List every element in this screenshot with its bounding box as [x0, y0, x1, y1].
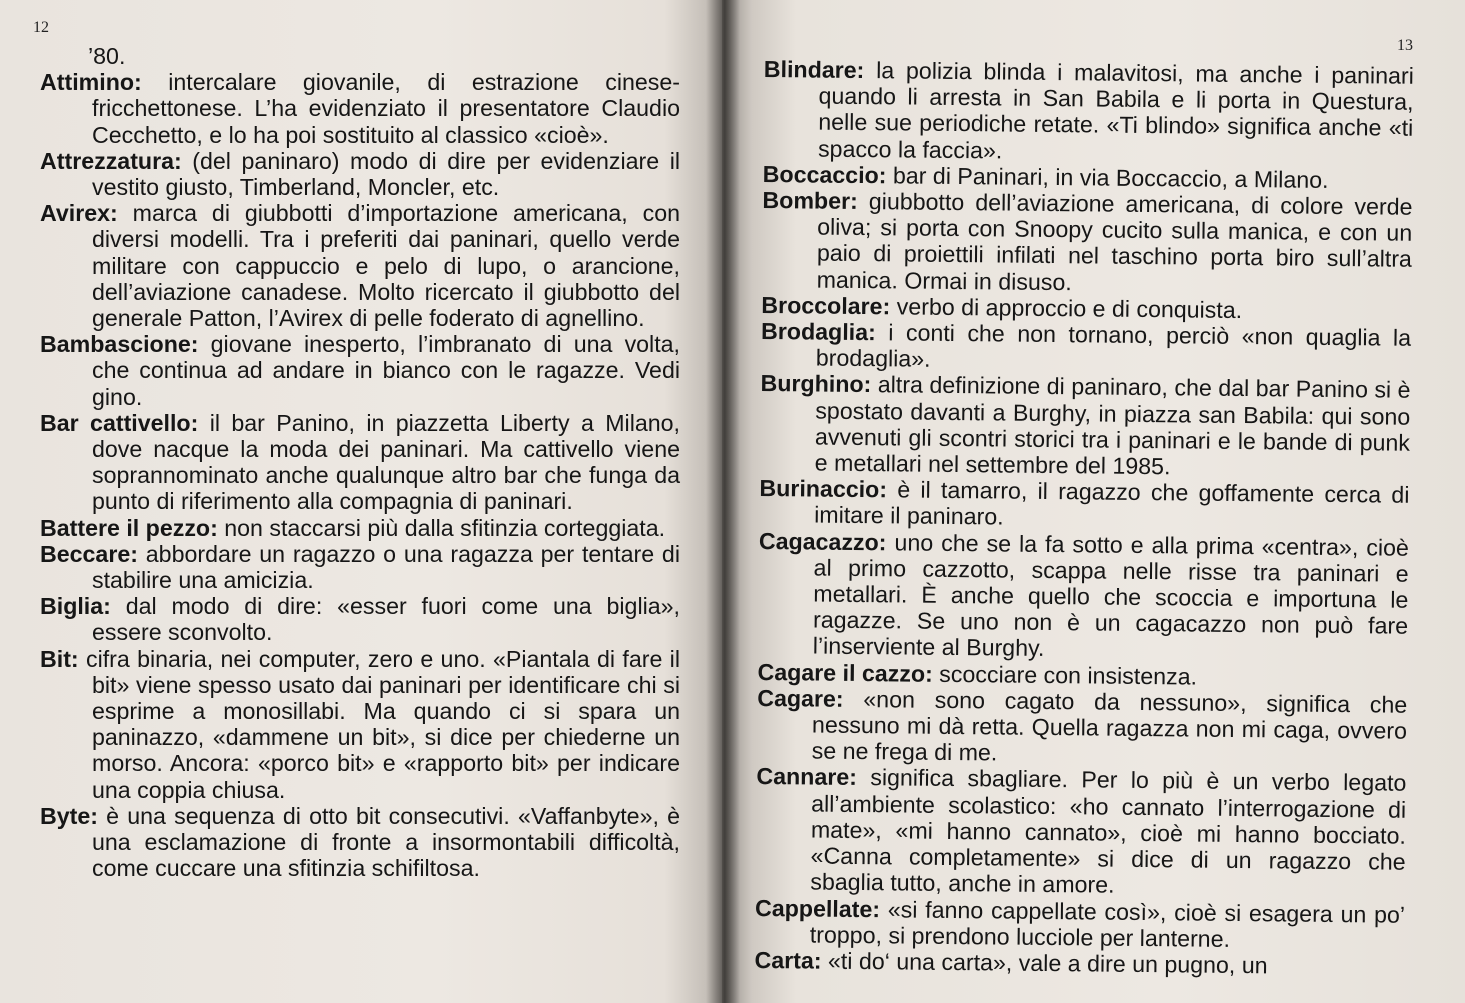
- entry-term: Attrezzatura:: [40, 147, 182, 174]
- continuation-text: ’80.: [88, 43, 126, 69]
- entry-definition: altra definizione di paninaro, che dal bar Panino si è spostato davanti a Burghy, in piazza san Babila: qui sono avvenuti gli scontri storici tra i paninari e le bande di punk e metallari nel settembre del 1985.: [814, 371, 1411, 480]
- entry-definition: i conti che non tornano, perciò «non quaglia la brodaglia».: [815, 319, 1412, 372]
- right-page: [722, 0, 1465, 1003]
- entry-term: Carta:: [754, 946, 822, 974]
- entry-term: Cappellate:: [754, 894, 881, 922]
- entry-definition: (del paninaro) modo di dire per evidenziare il vestito giusto, Timberland, Moncler, etc.: [92, 147, 680, 201]
- dictionary-entry: [759, 475, 1410, 534]
- entry-term: Brodaglia:: [760, 318, 876, 346]
- entry-term: Bit:: [40, 645, 79, 672]
- entry-term: Cagacazzo:: [758, 527, 887, 555]
- entry-term: Boccaccio:: [762, 160, 887, 189]
- entry-term: Broccolare:: [761, 291, 891, 320]
- dictionary-entry: [40, 148, 680, 200]
- entry-definition: dal modo di dire: «esser fuori come una biglia», essere sconvolto.: [92, 593, 680, 646]
- entry-definition: abbordare un ragazzo o una ragazza per tentare di stabilire una amicizia.: [92, 540, 680, 594]
- entry-term: Battere il pezzo:: [40, 514, 218, 541]
- dictionary-entry: [761, 318, 1412, 377]
- entry-definition: giubbotto dell’aviazione americana, di colore verde oliva; si porta con Snoopy cucito sulla manica, e con un paio di proiettili infilati nel taschino porta biro sull’altra manica. Ormai in disuso.: [816, 188, 1413, 295]
- dictionary-entry: [40, 593, 680, 645]
- entry-term: Burinaccio:: [759, 475, 888, 503]
- dictionary-entry: [40, 69, 680, 148]
- dictionary-entry: [760, 370, 1411, 482]
- entry-definition: cifra binaria, nei computer, zero e uno. «Piantala di fare il bit» viene spesso usato dai paninari per identificare chi si esprime a monosillabi. Ma quando ci si spara un paninazzo, «dammene un bit», si dice per chiederne un morso. Ancora: «porco bit» e «rapporto bit» per indicare una coppia chiusa.: [85, 645, 680, 803]
- dictionary-entry: [40, 331, 680, 410]
- entry-term: Cagare il cazzo:: [757, 658, 933, 687]
- page-number: 12: [33, 19, 49, 36]
- dictionary-entry: [757, 685, 1408, 770]
- page-number: 13: [1397, 37, 1413, 54]
- entry-definition: «ti do‘ una carta», vale a dire un pugno, un: [827, 947, 1268, 979]
- entry-term: Burghino:: [760, 370, 872, 398]
- dictionary-entry: [40, 803, 680, 882]
- book-spine-gutter: [706, 0, 740, 1003]
- entry-definition: «si fanno cappellate così», cioè si esagera un po’ troppo, si prendono lucciole per lanterne.: [809, 895, 1406, 952]
- entry-definition: intercalare giovanile, di estrazione cinese-fricchettonese. L’ha evidenziato il presentatore Claudio Cecchetto, e lo ha poi sostituito al classico «cioè».: [92, 69, 680, 148]
- dictionary-entry: [763, 56, 1414, 168]
- dictionary-entry: [754, 947, 1404, 980]
- dictionary-entry: [40, 410, 680, 515]
- entry-term: Cagare:: [757, 684, 844, 712]
- entry-definition: significa sbagliare. Per lo più è un verbo legato all’ambiente scolastico: «ho cannato l’interrogazione di mate», «mi hanno cannato», cioè mi hanno bocciato. «Canna completamente» si dice di un ragazzo che sbaglia tutto, anche in amore.: [810, 764, 1407, 899]
- left-page: [0, 0, 722, 1003]
- entry-term: Beccare:: [40, 540, 138, 567]
- left-page-text: [40, 43, 680, 882]
- dictionary-entry: [755, 763, 1406, 901]
- entry-definition: giovane inesperto, l’imbranato di una volta, che continua ad andare in bianco con le ragazze. Vedi gino.: [92, 331, 680, 410]
- entry-term: Blindare:: [763, 56, 865, 84]
- entry-term: Attimino:: [40, 69, 142, 96]
- entry-term: Cannare:: [756, 763, 858, 791]
- dictionary-entry: [762, 187, 1413, 299]
- dictionary-entry: [40, 515, 680, 541]
- entry-definition: «non sono cagato da nessuno», significa che nessuno mi dà retta. Quella ragazza non mi caga, ovvero se ne frega di me.: [811, 685, 1408, 766]
- dictionary-entry: [40, 541, 680, 593]
- entry-term: Bomber:: [762, 187, 858, 215]
- entry-term: Avirex:: [40, 200, 118, 227]
- entry-definition: bar di Paninari, in via Boccaccio, a Milano.: [892, 162, 1329, 193]
- entry-term: Biglia:: [40, 593, 111, 620]
- dictionary-entry: [40, 200, 680, 331]
- entry-definition: la polizia blinda i malavitosi, ma anche i paninari quando li arresta in San Babila e li porta in Questura, nelle sue periodiche retate. «Ti blindo» significa anche «ti spacco la faccia».: [817, 57, 1414, 164]
- entry-definition: verbo di approccio e di conquista.: [896, 293, 1243, 323]
- right-page-text: [754, 56, 1414, 980]
- dictionary-entry: [758, 528, 1409, 666]
- entry-definition: non staccarsi più dalla sfitinzia corteggiata.: [224, 514, 666, 541]
- entry-term: Bar cattivello:: [40, 409, 199, 436]
- entry-definition: marca di giubbotti d’importazione americana, con diversi modelli. Tra i preferiti dai paninari, quello verde militare con cappuccio e pelo di lupo, o arancione, dell’aviazione canadese. Molto ricercato il giubbotto del generale Patton, l’Avirex di pelle foderato di agnellino.: [92, 200, 680, 332]
- entry-definition: è il tamarro, il ragazzo che goffamente cerca di imitare il paninaro.: [814, 476, 1410, 530]
- dictionary-entry: [755, 894, 1406, 953]
- entry-definition: scocciare con insistenza.: [939, 660, 1198, 690]
- entry-term: Byte:: [40, 802, 98, 829]
- entry-term: Bambascione:: [40, 331, 199, 358]
- entry-definition: uno che se la fa sotto e alla prima «centra», cioè al primo cazzotto, scappa nelle risse tra paninari e metallari. È anche quello che scoccia e importuna le ragazze. Se uno non è un cagacazzo non può fare l’inserviente al Burghy.: [812, 529, 1410, 662]
- entry-definition: il bar Panino, in piazzetta Liberty a Milano, dove nacque la moda dei paninari. Ma cattivello viene soprannominato anche qualunque altro bar che funga da punto di riferimento alla compagnia di paninari.: [92, 409, 680, 515]
- entry-definition: è una sequenza di otto bit consecutivi. «Vaffanbyte», è una esclamazione di fronte a insormontabili difficoltà, come cuccare una sfitinzia schifiltosa.: [92, 802, 680, 882]
- dictionary-entry: [40, 646, 680, 803]
